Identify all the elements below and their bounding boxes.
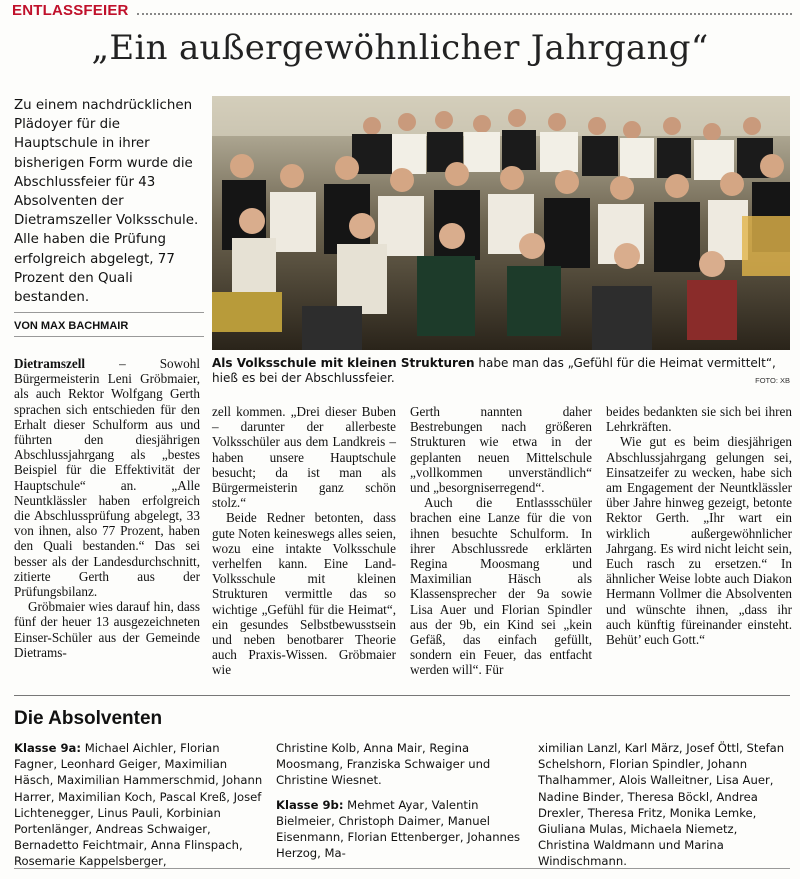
absolventen-title: Die Absolventen (14, 708, 163, 729)
byline-rule-bottom (14, 336, 204, 337)
body-paragraph: beides bedankten sie sich bei ihren Lehrkräften. (606, 404, 792, 435)
body-paragraph: Beide Redner betonten, dass gute Noten keineswegs alles seien, wozu eine intakte Volksschule verhelfen kann. Eine Land-Volksschule mit kleinen Strukturen vermittle das so wichtige „Gefühl für die Heimat“, ein gesundes Selbstbewusstsein und neben benotbarer Theorie auch Praxis-Wissen. Gröbmaier wie (212, 510, 396, 678)
class-9a-label: Klasse 9a: (14, 741, 82, 755)
section-divider (14, 695, 790, 696)
body-paragraph: Auch die Entlassschüler brachen eine Lanze für die von ihnen besuchte Schulform. In ihrer Abschlussrede erklärten Regina Moosmang und Maximilian Häsch als Klassensprecher der 9a sowie Lisa Auer und Florian Spindler aus der 9b, ein Kind sei „kein Gefäß, das einfach gefüllt, sondern ein Feuer, das entfacht werden will“. Für (410, 495, 592, 678)
class-9b-names-cont: ximilian Lanzl, Karl März, Josef Öttl, Stefan Schelshorn, Florian Spindler, Johann Thalhammer, Alois Walleitner, Lisa Auer, Nadine Binder, Theresa Böckl, Andrea Drexler, Theresa Fritz, Monika Lemke, Giuliana Mulas, Michaela Niemetz, Christina Waldmann und Marina Windischmann. (538, 741, 785, 869)
rubric-dotted-rule (137, 7, 792, 15)
class-9a-names-cont: Christine Kolb, Anna Mair, Regina Moosmang, Franziska Schwaiger und Christine Wiesnet. (276, 741, 491, 788)
body-text: – Sowohl Bürgermeisterin Leni Gröbmaier, als auch Rektor Wolfgang Gerth sprachen sich entschieden für den Erhalt dieser Schulform aus und führten den diesjährigen Abschlussjahrgang als „bestes Beispiel für die Effektivität der Hauptschule“ an. „Alle Neuntklässler haben erfolgreich die Abschlussprüfung abgelegt, 33 von ihnen, also 77 Prozent, haben den Quali bestanden.“ Das sei besser als der Landesdurchschnitt, zitierte Gerth aus der Prüfungsbilanz. (14, 356, 200, 600)
body-paragraph: Wie gut es beim diesjährigen Abschlussjahrgang gelungen sei, Einsatzeifer zu wecken, habe sich am Engagement der Neuntklässler über Jahre hinweg gezeigt, betonte Rektor Gerth. „Ihr wart ein wirklich außergewöhnlicher Jahrgang. Es wird nicht leicht sein, Euch rasch zu ersetzen.“ In ähnlicher Weise lobte auch Diakon Hermann Vollmer die Absolventen und wünschte ihnen, „dass ihr auch künftig füreinander einsteht. Behüt’ euch Gott.“ (606, 434, 792, 648)
absolventen-column-1 (14, 740, 264, 870)
class-9b-label: Klasse 9b: (276, 797, 344, 812)
headline: „Ein außergewöhnlicher Jahrgang“ (91, 28, 709, 68)
article-column-2 (212, 404, 396, 678)
caption-text: habe man das „Gefühl für die Heimat vermittelt“, hieß es bei der Abschlussfeier. (212, 356, 776, 385)
lead-paragraph: Zu einem nachdrücklichen Plädoyer für die Hauptschule in ihrer bisherigen Form wurde die Abschlussfeier für 43 Absolventen der Dietramszeller Volksschule. Alle haben die Prüfung erfolgreich abgelegt, 77 Prozent den Quali bestanden. (14, 98, 199, 306)
body-paragraph: Gröbmaier wies darauf hin, dass fünf der heuer 13 ausgezeichneten Einser-Schüler aus der Gemeinde Dietrams- (14, 599, 200, 660)
photo-illustration (212, 96, 790, 350)
photo-credit: FOTO: XB (755, 376, 790, 385)
body-paragraph: Gerth nannten daher Bestrebungen nach größeren Strukturen wie etwa in der geplanten neuen Mittelschule „vollkommen unverständlich“ und „besorgniserregend“. (410, 404, 592, 496)
dateline: Dietramszell (14, 356, 86, 371)
class-9b-names: Mehmet Ayar, Valentin Bielmeier, Christoph Daimer, Manuel Eisenmann, Florian Ettenberger, Johannes Herzog, Ma- (276, 797, 521, 861)
article-column-1 (14, 356, 200, 660)
bottom-rule (14, 868, 790, 869)
class-9a-names: Michael Aichler, Florian Fagner, Leonhard Geiger, Maximilian Häsch, Maximilian Hammerschmid, Johann Harrer, Maximilian Koch, Pascal Kreß, Josef Lichtenegger, Linus Pauli, Korbinian Portenlänger, Andreas Schwaiger, Bernadetto Feichtmair, Anna Flinspach, Rosemarie Kappelsberger, (14, 741, 263, 869)
section-rubric (12, 2, 792, 19)
absolventen-column-2 (276, 740, 524, 861)
article-column-4 (606, 404, 792, 647)
body-paragraph: zell kommen. „Drei dieser Buben – darunter der allerbeste Volksschüler aus dem Landkreis – haben unsere Hauptschule besucht; da ist man als Bürgermeisterin ganz schön stolz.“ (212, 404, 396, 511)
byline-rule-top (14, 312, 204, 313)
byline: VON MAX BACHMAIR (14, 320, 129, 332)
article-photo (212, 96, 790, 350)
caption-bold: Als Volksschule mit kleinen Strukturen (212, 356, 475, 370)
article-column-3 (410, 404, 592, 678)
absolventen-column-3 (538, 740, 790, 870)
rubric-label: ENTLASSFEIER (12, 2, 129, 19)
photo-caption (212, 356, 790, 386)
